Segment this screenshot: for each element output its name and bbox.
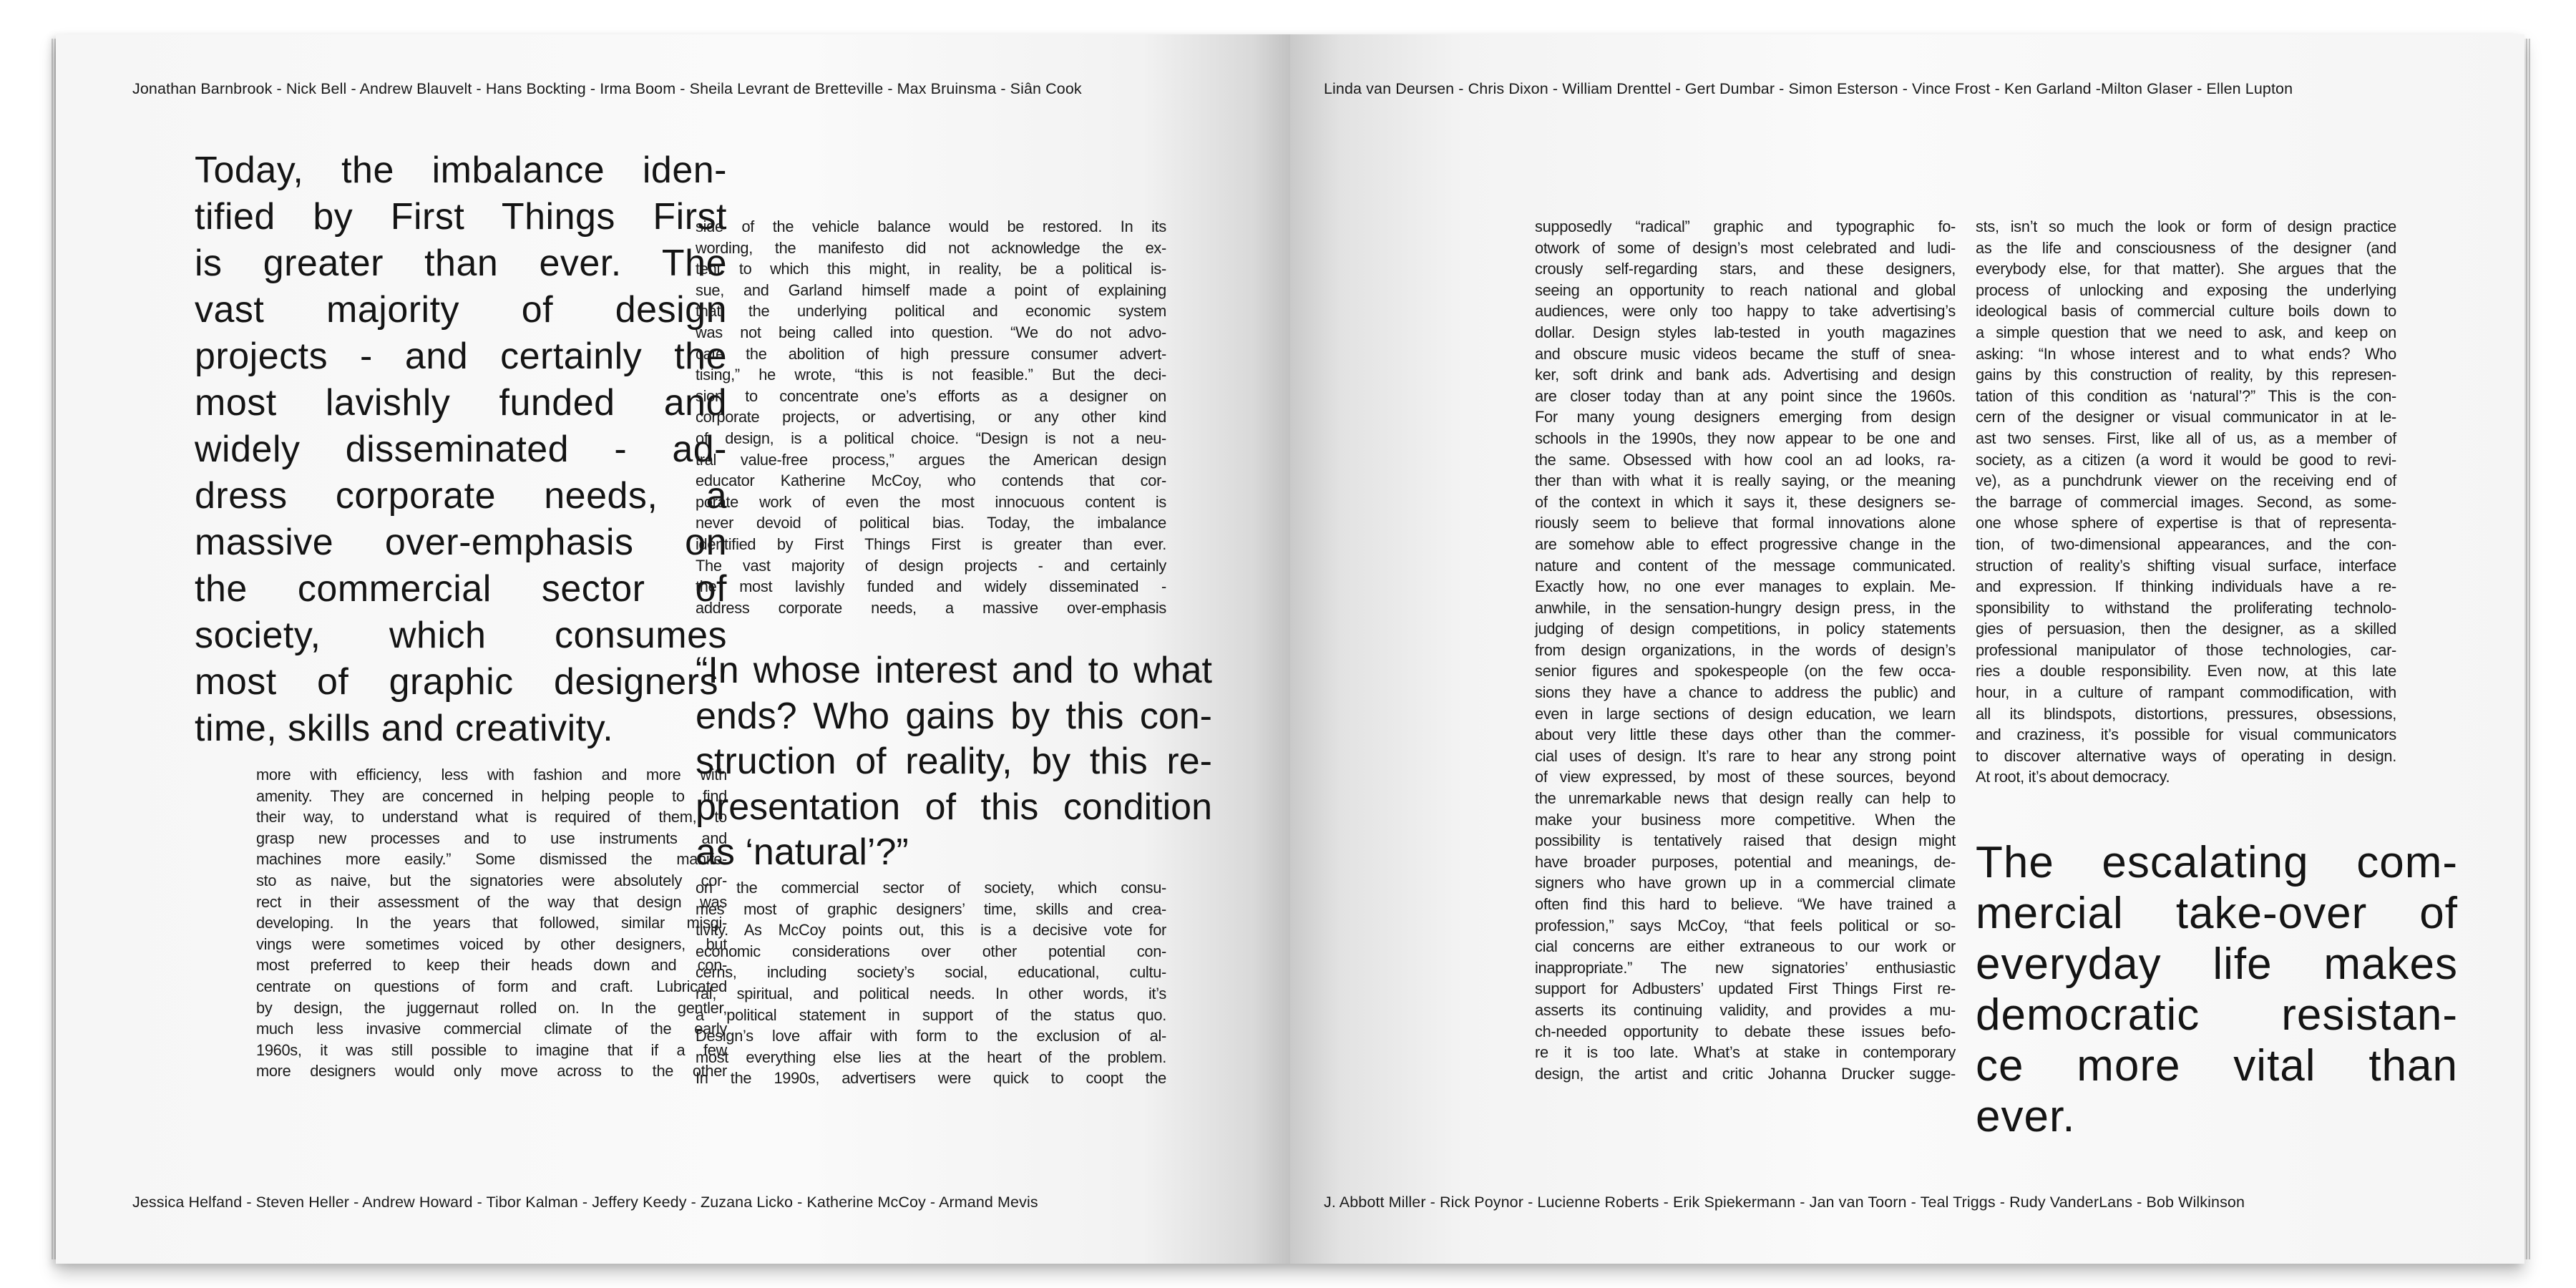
quote-line: “In whose interest and to what	[696, 650, 1212, 691]
text-line: possibility is tentatively raised that design might	[1535, 831, 1956, 850]
text-line: process of unlocking and exposing the underlying	[1976, 280, 2396, 299]
statement-line: massive over-emphasis on	[195, 522, 727, 563]
text-line: crously self-regarding stars, and these designers,	[1535, 260, 1956, 278]
text-line: much less invasive commercial climate of the early	[256, 1020, 727, 1038]
text-line: cial concerns are either extraneous to our work or	[1535, 937, 1956, 956]
text-line: more with efficiency, less with fashion and more with	[256, 766, 727, 784]
statement-line: widely disseminated - ad-	[195, 429, 727, 470]
text-line: professional manipulator of those technologies, car-	[1976, 640, 2396, 659]
text-line: corporate projects, or advertising, or any other kind	[696, 408, 1166, 426]
text-line: In the 1990s, advertisers were quick to coopt the	[696, 1069, 1166, 1088]
text-line: and expression. If thinking individuals have a re-	[1976, 577, 2396, 596]
text-line: one whose sphere of expertise is that of representa-	[1976, 514, 2396, 532]
text-line: support for Adbusters’ updated First Things First re-	[1535, 980, 1956, 998]
text-line: asking: “In whose interest and to what ends? Who	[1976, 344, 2396, 363]
statement-line: is greater than ever. The	[195, 243, 727, 284]
statement-line: time, skills and creativity.	[195, 708, 614, 749]
text-line: vings were sometimes voiced by other designers, but	[256, 935, 727, 953]
text-line: on the commercial sector of society, which consu-	[696, 879, 1166, 897]
text-line: signers who have grown up in a commercial climate	[1535, 874, 1956, 892]
statement-line: ever.	[1976, 1092, 2076, 1141]
text-line: everybody else, for that matter). She argues that the	[1976, 260, 2396, 278]
text-line: are somehow able to effect progressive change in the	[1535, 535, 1956, 553]
text-line: rect in their assessment of the way that design was	[256, 892, 727, 911]
text-line: re it is too late. What’s at stake in contemporary	[1535, 1043, 1956, 1062]
open-book-spread	[56, 34, 2524, 1264]
text-line: gains by this construction of reality, by this represen-	[1976, 366, 2396, 384]
text-line: and obscure music videos became the stuff of snea-	[1535, 344, 1956, 363]
text-line: ker, soft drink and bank ads. Advertising and design	[1535, 366, 1956, 384]
column-b2-text	[696, 877, 1166, 1089]
text-line: For many young designers emerging from design	[1535, 408, 1956, 426]
text-line: ch-needed opportunity to debate these issues befo-	[1535, 1022, 1956, 1040]
right-page	[1290, 34, 2524, 1264]
text-line: porate work of even the most innocuous content is	[696, 492, 1166, 511]
text-line: struction of reality’s shifting visual surface, interface	[1976, 556, 2396, 575]
quote-line: as ‘natural’?”	[696, 831, 909, 873]
text-line: Exactly how, no one ever manages to explain. Me-	[1535, 577, 1956, 596]
text-line: tral value-free process,” argues the American design	[696, 450, 1166, 469]
text-line: profession,” says McCoy, “that feels political or so-	[1535, 916, 1956, 935]
text-line: cerns, including society’s social, educational, cultu-	[696, 963, 1166, 982]
text-line: ries a double responsibility. Even now, at this late	[1976, 662, 2396, 680]
text-line: cern of the designer or visual communicator in at le-	[1976, 408, 2396, 426]
text-line: nature and content of the message communicated.	[1535, 556, 1956, 575]
text-line: dollar. Design styles lab-tested in youth magazines	[1535, 323, 1956, 341]
text-line: identified by First Things First is greater than ever.	[696, 535, 1166, 553]
text-line: as the life and consciousness of the designer (and	[1976, 238, 2396, 257]
right-footer-names: J. Abbott Miller - Rick Poynor - Lucienne Roberts - Erik Spiekermann - Jan van Toorn - Teal Triggs - Rudy VanderLans - Bob Wilkinson	[1324, 1194, 2245, 1211]
text-line: the most lavishly funded and widely disseminated -	[696, 577, 1166, 596]
text-line: the same. Obsessed with how cool an ad looks, ra-	[1535, 450, 1956, 469]
text-line: gies of persuasion, then the designer, as a skilled	[1976, 620, 2396, 638]
right-pull-statement	[1976, 837, 2458, 1142]
text-line: sts, isn’t so much the look or form of design practice	[1976, 218, 2396, 235]
text-line: grasp new processes and to use instruments and	[256, 829, 727, 847]
text-line: Design’s love affair with form to the exclusion of al-	[696, 1027, 1166, 1045]
statement-line: Today, the imbalance iden-	[195, 150, 727, 191]
text-line: side of the vehicle balance would be restored. In its	[696, 218, 1166, 235]
right-header-names: Linda van Deursen - Chris Dixon - William Drenttel - Gert Dumbar - Simon Esterson - Vince Frost - Ken Garland -Milton Glaser - Ellen Lupton	[1324, 80, 2293, 97]
text-line: tation of this condition as ‘natural’?” This is the con-	[1976, 386, 2396, 405]
text-line: tivity. As McCoy points out, this is a decisive vote for	[696, 921, 1166, 940]
statement-line: dress corporate needs, a	[195, 475, 727, 517]
text-line: the unremarkable news that design really can help to	[1535, 789, 1956, 808]
text-line: sponsibility to withstand the proliferating technolo-	[1976, 598, 2396, 617]
text-line: never devoid of political bias. Today, the imbalance	[696, 514, 1166, 532]
text-line: supposedly “radical” graphic and typographic fo-	[1535, 218, 1956, 235]
statement-line: society, which consumes	[195, 615, 727, 656]
text-line: address corporate needs, a massive over-emphasis	[696, 598, 1166, 617]
text-line: design, the artist and critic Johanna Drucker sugge-	[1535, 1064, 1956, 1083]
text-line: by design, the juggernaut rolled on. In the gentler,	[256, 998, 727, 1017]
statement-line: ce more vital than	[1976, 1041, 2458, 1091]
text-line: developing. In the years that followed, similar misgi-	[256, 914, 727, 932]
column-a-text	[256, 764, 727, 1082]
text-line: machines more easily.” Some dismissed the manife-	[256, 850, 727, 869]
text-line: a simple question that we need to ask, and keep on	[1976, 323, 2396, 341]
quote-line: presentation of this condition	[696, 786, 1212, 828]
text-line: even in large sections of design education, we learn	[1535, 704, 1956, 723]
text-line: ve), as a punchdrunk viewer on the receiving end of	[1976, 472, 2396, 490]
text-line: ral, spiritual, and political needs. In other words, it’s	[696, 984, 1166, 1002]
text-line: seeing an opportunity to reach national and global	[1535, 280, 1956, 299]
text-line: centrate on questions of form and craft. Lubricated	[256, 977, 727, 995]
statement-line: mercial take-over of	[1976, 889, 2458, 938]
text-line: mes most of graphic designers’ time, skills and crea-	[696, 899, 1166, 918]
text-line: wording, the manifesto did not acknowledge the ex-	[696, 238, 1166, 257]
text-line: amenity. They are concerned in helping people to find	[256, 786, 727, 805]
text-line: schools in the 1990s, they now appear to be one and	[1535, 429, 1956, 447]
text-line: all its blindspots, distortions, pressures, obsessions,	[1976, 704, 2396, 723]
quote-line: struction of reality, by this re-	[696, 741, 1212, 782]
text-line: the barrage of commercial images. Second, as some-	[1976, 492, 2396, 511]
text-line: ther than with what it is really saying, or the meaning	[1535, 472, 1956, 490]
text-line: ideological basis of commercial culture boils down to	[1976, 302, 2396, 321]
text-line: often find this hard to believe. “We have trained a	[1535, 895, 1956, 913]
text-line: economic considerations over other potential con-	[696, 942, 1166, 960]
column-d-text	[1976, 216, 2396, 788]
statement-line: everyday life makes	[1976, 940, 2458, 989]
text-line: of design, is a political choice. “Design is not a neu-	[696, 429, 1166, 447]
text-line: are closer today than at any point since the 1960s.	[1535, 386, 1956, 405]
text-line: was not being called into question. “We do not advo-	[696, 323, 1166, 341]
statement-line: The escalating com-	[1976, 838, 2458, 887]
statement-line: projects - and certainly the	[195, 336, 727, 377]
text-line: riously seem to believe that formal innovations alone	[1535, 514, 1956, 532]
text-line: hour, in a culture of rampant commodification, with	[1976, 683, 2396, 702]
statement-line: the commercial sector of	[195, 568, 727, 610]
text-line: a political statement in support of the status quo.	[696, 1005, 1166, 1024]
text-line: judging of design competitions, in policy statements	[1535, 620, 1956, 638]
text-line: and craziness, it’s possible for visual communicators	[1976, 726, 2396, 744]
quote-line: ends? Who gains by this con-	[696, 695, 1212, 737]
text-line: cate the abolition of high pressure consumer advert-	[696, 344, 1166, 363]
statement-line: most lavishly funded and	[195, 382, 727, 424]
text-line: inappropriate.” The new signatories’ enthusiastic	[1535, 958, 1956, 977]
column-c-text	[1535, 216, 1956, 1084]
text-line: make your business more competitive. When the	[1535, 810, 1956, 829]
text-line: At root, it’s about democracy.	[1976, 768, 2170, 786]
text-line: ast two senses. First, like all of us, as a member of	[1976, 429, 2396, 447]
text-line: tising,” he wrote, “this is not feasible.” But the deci-	[696, 366, 1166, 384]
text-line: tion, of two-dimensional appearances, and the con-	[1976, 535, 2396, 553]
left-page	[56, 34, 1290, 1264]
text-line: sto as naive, but the signatories were absolutely cor-	[256, 871, 727, 889]
text-line: tent to which this might, in reality, be a political is-	[696, 260, 1166, 278]
text-line: of the context in which it says it, these designers se-	[1535, 492, 1956, 511]
text-line: asserts its continuing validity, and provides a mu-	[1535, 1000, 1956, 1019]
left-header-names: Jonathan Barnbrook - Nick Bell - Andrew Blauvelt - Hans Bockting - Irma Boom - Sheila Levrant de Bretteville - Max Bruinsma - Siân Cook	[132, 80, 1082, 97]
text-line: audiences, were only too happy to take advertising’s	[1535, 302, 1956, 321]
column-b-text	[696, 216, 1166, 618]
statement-line: tified by First Things First	[195, 196, 727, 238]
statement-line: democratic resistan-	[1976, 990, 2458, 1040]
text-line: sion to concentrate one’s efforts as a designer on	[696, 386, 1166, 405]
left-footer-names: Jessica Helfand - Steven Heller - Andrew Howard - Tibor Kalman - Jeffery Keedy - Zuzana Licko - Katherine McCoy - Armand Mevis	[132, 1194, 1038, 1211]
text-line: sue, and Garland himself made a point of explaining	[696, 280, 1166, 299]
text-line: from design organizations, in the words of design’s	[1535, 640, 1956, 659]
left-pull-statement	[195, 147, 727, 752]
text-line: most everything else lies at the heart of the problem.	[696, 1048, 1166, 1066]
text-line: The vast majority of design projects - and certainly	[696, 556, 1166, 575]
text-line: most preferred to keep their heads down and con-	[256, 956, 727, 975]
text-line: about very little these days other than the commer-	[1535, 726, 1956, 744]
text-line: their way, to understand what is required of them, to	[256, 808, 727, 826]
text-line: cial uses of design. It’s rare to hear any strong point	[1535, 746, 1956, 765]
text-line: to discover alternative ways of operating in design.	[1976, 746, 2396, 765]
text-line: have broader purposes, potential and meanings, de-	[1535, 852, 1956, 871]
text-line: educator Katherine McCoy, who contends that cor-	[696, 472, 1166, 490]
text-line: sions they have a chance to address the public) and	[1535, 683, 1956, 702]
statement-line: most of graphic designers’	[195, 661, 727, 703]
text-line: senior figures and spokespeople (on the few occa-	[1535, 662, 1956, 680]
statement-line: vast majority of design	[195, 289, 727, 331]
text-line: otwork of some of design’s most celebrated and ludi-	[1535, 238, 1956, 257]
text-line: society, as a citizen (a word it would be good to revi-	[1976, 450, 2396, 469]
text-line: of view expressed, by most of these sources, beyond	[1535, 768, 1956, 786]
text-line: anwhile, in the sensation-hungry design press, in the	[1535, 598, 1956, 617]
pull-quote	[696, 648, 1212, 876]
text-line: that the underlying political and economic system	[696, 302, 1166, 321]
text-line: more designers would only move across to the other	[256, 1062, 727, 1080]
text-line: 1960s, it was still possible to imagine that if a few	[256, 1040, 727, 1059]
